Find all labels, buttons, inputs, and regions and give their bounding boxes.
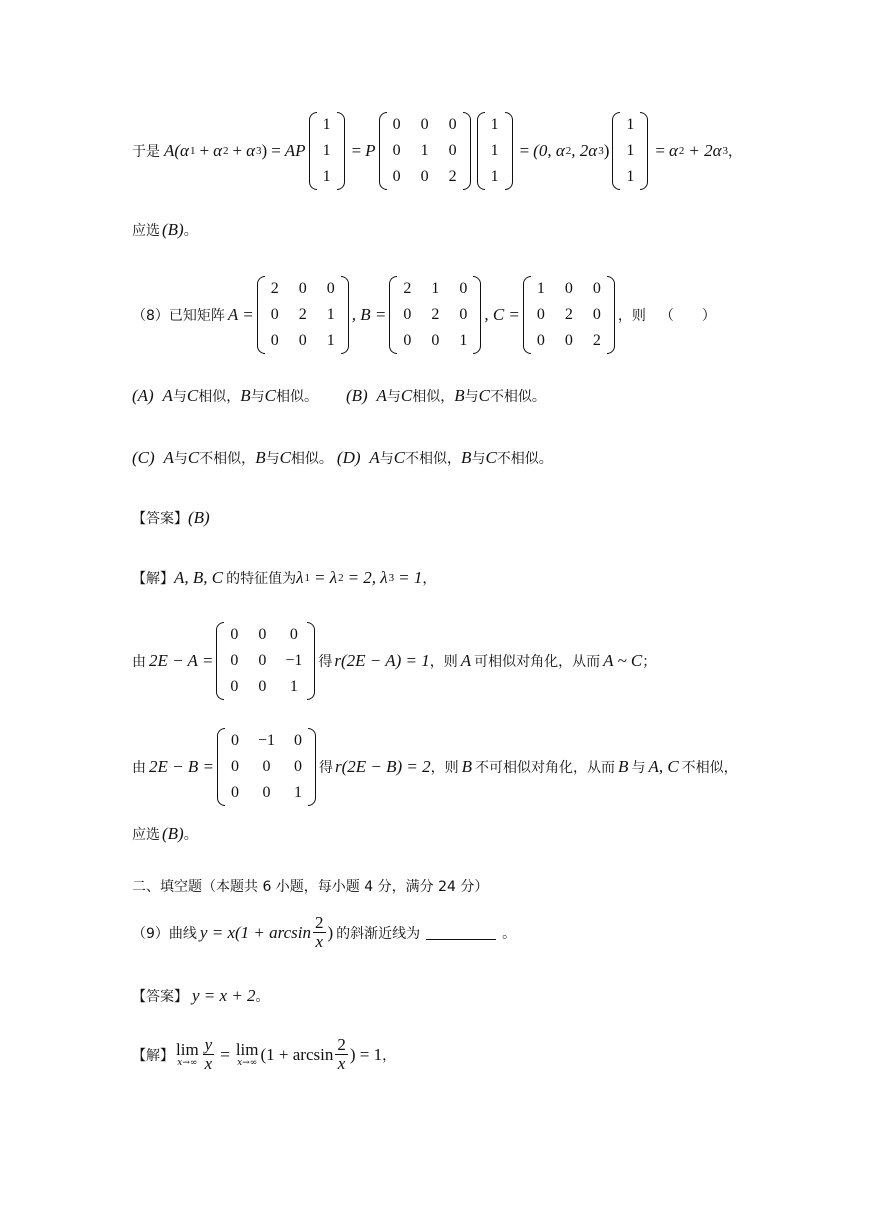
math-var: C [186, 386, 199, 405]
math-p: P [365, 141, 376, 160]
math-ap: AP [284, 141, 306, 160]
math-b-label: , B = [351, 305, 387, 324]
math-expr: 2E − A = [149, 651, 214, 670]
math-rank: r(2E − A) = 1 [334, 651, 430, 670]
answer-value: y = x + 2 [192, 986, 256, 1005]
text: 的特征值为 [226, 571, 297, 587]
matrix-2e-b [217, 728, 316, 806]
text: 可相似对角化，从而 [474, 654, 601, 670]
matrix-cell: 0 [258, 652, 267, 669]
math-abc: A, B, C [174, 568, 224, 587]
sub: 3 [256, 145, 262, 157]
answer-label: 【答案】 [132, 511, 188, 527]
answer: (B) [162, 220, 184, 239]
math-var: B [461, 448, 472, 467]
matrix-cell: 0 [230, 678, 239, 695]
answer-paren: （ ） [659, 308, 716, 324]
matrix-cell: 1 [459, 332, 468, 349]
question-8 [132, 276, 716, 354]
math-curve: y = x(1 + arcsin [199, 922, 311, 942]
op-eq: = [655, 141, 665, 160]
matrix-cell: 1 [490, 142, 499, 159]
math-var: A [369, 448, 380, 467]
math-var: C [279, 448, 291, 467]
text-prefix: 于是 [132, 144, 160, 160]
math-rowvec: (0, α [533, 141, 565, 160]
matrix-cell: 1 [322, 116, 331, 133]
matrix-cell: 0 [270, 332, 279, 349]
option-tag: (A) [132, 386, 154, 405]
matrix-cell: 1 [294, 784, 302, 801]
sub: 2 [223, 145, 229, 157]
op-plus: + [232, 141, 243, 160]
matrix-cell: 1 [326, 306, 335, 323]
op-eq: = [271, 141, 281, 160]
answer: (B) [162, 824, 184, 843]
options-ab [132, 386, 546, 406]
text: 的斜渐近线为 [336, 925, 421, 942]
matrix-cell: 0 [298, 332, 307, 349]
limit-2 [235, 1039, 259, 1068]
punct: ， [728, 144, 743, 160]
select-line-2 [132, 824, 198, 844]
punct: 。 [183, 827, 198, 843]
text: 由 [132, 654, 146, 670]
vector-ones-2 [477, 112, 513, 190]
text: 不相似。 [489, 389, 546, 405]
math-rowvec-close: ) [603, 141, 610, 160]
math-rowvec-mid: , 2α [571, 141, 598, 160]
matrix-cell: 2 [564, 306, 573, 323]
solution-8 [132, 568, 436, 588]
math-eq: = 2, λ [347, 568, 388, 587]
numerator: 2 [337, 1035, 346, 1054]
text: 与 [173, 451, 188, 467]
sub: 3 [722, 145, 729, 157]
matrix-cell: 1 [289, 678, 298, 695]
matrix-cell: 2 [431, 306, 440, 323]
matrix-cell: 0 [420, 168, 429, 185]
lim-sub: x→∞ [237, 1057, 258, 1068]
matrix-cell: 0 [459, 306, 468, 323]
matrix-cell: 1 [431, 280, 440, 297]
math-c-label: , C = [484, 305, 520, 324]
sub: 1 [304, 572, 310, 584]
matrix-cell: 0 [326, 280, 335, 297]
matrix-cell: 1 [536, 280, 545, 297]
matrix-cell: 0 [298, 280, 307, 297]
denominator: x [337, 1054, 346, 1073]
q8-number: （8）已知矩阵 [132, 308, 225, 324]
math-lambda: λ [296, 568, 304, 587]
math-rhs: + 2α [688, 141, 722, 160]
q9-number: （9）曲线 [132, 925, 197, 942]
text: 得 [319, 760, 333, 776]
math-eq: = λ [313, 568, 338, 587]
fraction-2-over-x [313, 914, 326, 951]
option-tag: (C) [132, 448, 155, 467]
solution-9 [132, 1036, 396, 1073]
punct: 。 [502, 925, 517, 942]
answer-label: 【答案】 [132, 989, 188, 1005]
question-9 [132, 914, 516, 951]
matrix-cell: 0 [448, 142, 457, 159]
lim-word: lim [235, 1039, 259, 1059]
math-alpha: α [668, 141, 678, 160]
math-var: C [393, 448, 406, 467]
matrix-cell: 0 [420, 116, 429, 133]
select-line-1 [132, 220, 198, 240]
numerator: 2 [315, 913, 324, 932]
options-cd [132, 448, 553, 468]
math-var: C [400, 386, 413, 405]
math-var: B [240, 386, 251, 405]
matrix-cell: 0 [564, 280, 573, 297]
sub: 3 [598, 145, 604, 157]
matrix-cell: 1 [626, 142, 635, 159]
matrix-cell: 0 [230, 626, 239, 643]
matrix-cell: 0 [448, 116, 457, 133]
math-similar: A ~ C [603, 651, 643, 670]
matrix-cell: 0 [403, 306, 412, 323]
math-var: A, C [648, 757, 679, 776]
math-expr: 2E − B = [149, 757, 214, 776]
text-then: ，则 [617, 308, 646, 324]
matrix-cell: −1 [285, 652, 303, 669]
text: 与 [464, 389, 479, 405]
math-alpha: α [213, 141, 222, 160]
matrix-cell: 1 [490, 168, 499, 185]
text: 与 [379, 451, 394, 467]
text: 与 [631, 760, 646, 776]
matrix-cell: 1 [420, 142, 429, 159]
math-var: B [255, 448, 266, 467]
text: 相似。 [275, 389, 318, 405]
punct: 。 [255, 989, 270, 1005]
vector-ones-1 [309, 112, 345, 190]
denominator: x [315, 932, 324, 951]
matrix-cell: 0 [392, 116, 401, 133]
matrix-cell: 2 [270, 280, 279, 297]
option-a [132, 386, 318, 406]
lim-word: lim [176, 1039, 199, 1059]
section-2-title [132, 876, 488, 896]
equation-line-1 [132, 112, 742, 190]
matrix-cell: 0 [289, 626, 298, 643]
math-alpha: α [246, 141, 256, 160]
matrix-cell: 0 [230, 758, 239, 775]
matrix-cell: 0 [564, 332, 573, 349]
matrix-cell: −1 [257, 732, 275, 749]
fraction-y-over-x [203, 1036, 215, 1073]
solution-label: 【解】 [132, 1047, 174, 1064]
answer-9 [132, 986, 270, 1006]
matrix-cell: 0 [258, 678, 267, 695]
matrix-a [257, 276, 349, 354]
matrix-cell: 0 [392, 168, 401, 185]
matrix-cell: 0 [258, 626, 267, 643]
matrix-diag [379, 112, 471, 190]
math-var: A [162, 386, 173, 405]
text: 与 [386, 389, 401, 405]
matrix-cell: 0 [459, 280, 468, 297]
text: ，则 [430, 760, 459, 776]
matrix-cell: 1 [322, 168, 331, 185]
solution-label: 【解】 [132, 571, 174, 587]
math-rank: r(2E − B) = 2 [335, 757, 431, 776]
text: 相似， [412, 389, 455, 405]
matrix-cell: 0 [294, 758, 302, 775]
math-var: C [187, 448, 200, 467]
text-select: 应选 [132, 827, 160, 843]
punct: ； [642, 654, 657, 670]
sub: 2 [338, 572, 344, 584]
sub: 3 [388, 572, 395, 584]
option-d [337, 448, 553, 468]
matrix-cell: 1 [626, 168, 635, 185]
matrix-cell: 2 [298, 306, 307, 323]
math-eq: = 1 [398, 568, 423, 587]
text: 不相似， [199, 451, 256, 467]
option-tag: (B) [345, 386, 368, 405]
text: ，则 [429, 654, 458, 670]
text: 不相似， [405, 451, 462, 467]
matrix-cell: 0 [536, 332, 545, 349]
matrix-cell: 1 [326, 332, 335, 349]
matrix-cell: 0 [262, 784, 271, 801]
math-var: C [264, 386, 276, 405]
text: 相似。 [290, 451, 333, 467]
matrix-cell: 0 [592, 280, 601, 297]
matrix-cell: 0 [230, 784, 239, 801]
sub: 2 [678, 145, 685, 157]
lim-sub: x→∞ [177, 1057, 198, 1068]
text: 与 [250, 389, 265, 405]
numerator: y [204, 1035, 213, 1054]
matrix-cell: 0 [230, 732, 239, 749]
math-close: ) = 1 [349, 1044, 383, 1064]
limit-1 [176, 1039, 199, 1068]
math-lhs: A(α [164, 141, 189, 160]
punct: ， [422, 571, 437, 587]
text: 由 [132, 760, 146, 776]
sub: 2 [565, 145, 572, 157]
matrix-cell: 0 [592, 306, 601, 323]
math-a-label: A = [227, 305, 254, 324]
vector-ones-3 [612, 112, 648, 190]
text: 相似， [198, 389, 241, 405]
answer-value: (B) [188, 508, 210, 527]
math-close: ) [261, 141, 268, 160]
punct: 。 [183, 223, 198, 239]
matrix-b [389, 276, 481, 354]
text: 不可相似对角化，从而 [475, 760, 616, 776]
matrix-cell: 1 [490, 116, 499, 133]
text: 与 [471, 451, 486, 467]
math-var: C [478, 386, 490, 405]
matrix-cell: 1 [626, 116, 635, 133]
math-var: A [376, 386, 387, 405]
op-plus: + [199, 141, 210, 160]
op-eq: = [519, 141, 530, 160]
fraction-2-over-x [335, 1036, 348, 1073]
answer-blank [426, 925, 496, 940]
matrix-cell: 0 [262, 758, 271, 775]
matrix-cell: 2 [403, 280, 412, 297]
math-var: A [163, 448, 174, 467]
denominator: x [204, 1054, 213, 1073]
math-var: C [485, 448, 497, 467]
op-eq: = [220, 1044, 230, 1064]
line-2e-b [132, 728, 738, 806]
answer-8 [132, 508, 210, 528]
text: 不相似， [681, 760, 738, 776]
matrix-cell: 0 [230, 652, 239, 669]
matrix-cell: 0 [536, 306, 545, 323]
section-title: 二、填空题（本题共 6 小题，每小题 4 分，满分 24 分） [132, 879, 489, 895]
line-2e-a [132, 622, 656, 700]
matrix-c [523, 276, 615, 354]
matrix-cell: 0 [392, 142, 401, 159]
text: 与 [265, 451, 280, 467]
matrix-cell: 2 [448, 168, 457, 185]
op-eq: = [351, 141, 362, 160]
matrix-cell: 1 [322, 142, 331, 159]
math-var: B [618, 757, 629, 776]
matrix-cell: 0 [431, 332, 440, 349]
option-c [132, 448, 333, 468]
math-body: (1 + arcsin [260, 1044, 334, 1064]
math-var: A [460, 651, 472, 670]
punct: ， [382, 1047, 397, 1064]
math-var: B [454, 386, 465, 405]
sub: 1 [189, 145, 196, 157]
text: 与 [172, 389, 187, 405]
text: 得 [318, 654, 333, 670]
matrix-cell: 0 [294, 732, 302, 749]
matrix-cell: 0 [270, 306, 279, 323]
option-tag: (D) [336, 448, 361, 467]
matrix-cell: 2 [592, 332, 601, 349]
matrix-2e-a [216, 622, 315, 700]
matrix-cell: 0 [403, 332, 412, 349]
text: 不相似。 [496, 451, 553, 467]
math-close: ) [327, 922, 334, 942]
text-select: 应选 [132, 223, 160, 239]
math-var: B [461, 757, 473, 776]
option-b [346, 386, 546, 406]
